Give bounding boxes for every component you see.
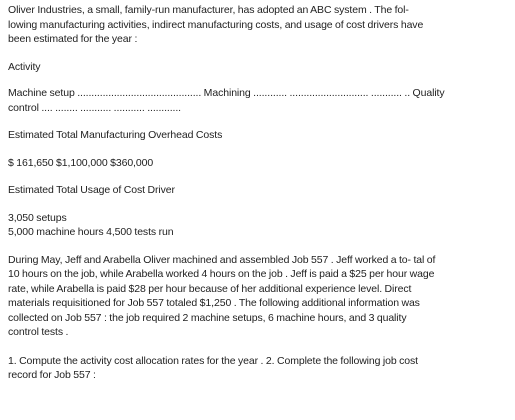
intro-line-1: Oliver Industries, a small, family-run manufacturer, has adopted an ABC system . The fol-	[8, 4, 409, 16]
overhead-values: $ 161,650 $1,100,000 $360,000	[8, 156, 154, 169]
usage-values-line-1: 3,050 setups	[8, 211, 67, 224]
questions	[8, 354, 508, 383]
activity-list	[8, 86, 508, 115]
may-paragraph	[8, 253, 508, 340]
activity-list-line-2: control .... ........ ........... ........... ............	[8, 101, 181, 114]
intro-line-3: been estimated for the year :	[8, 33, 138, 45]
questions-line-1: 1. Compute the activity cost allocation rates for the year . 2. Complete the following job cost	[8, 354, 418, 367]
activity-list-line-1: Machine setup ............................................ Machining ............ ............................ ........... .. Quality	[8, 87, 445, 99]
usage-values	[8, 211, 508, 240]
may-line-1: During May, Jeff and Arabella Oliver machined and assembled Job 557 . Jeff worked a to- tal of	[8, 253, 436, 266]
overhead-heading: Estimated Total Manufacturing Overhead Costs	[8, 129, 223, 141]
may-line-5: collected on Job 557 : the job required 2 machine setups, 6 machine hours, and 3 quality	[8, 311, 407, 324]
usage-heading: Estimated Total Usage of Cost Driver	[8, 184, 175, 196]
intro-line-2: lowing manufacturing activities, indirect manufacturing costs, and usage of cost drivers have	[8, 18, 424, 31]
problem-document	[8, 3, 508, 383]
intro-paragraph	[8, 3, 508, 47]
may-line-3: rate, while Arabella is paid $28 per hour because of her additional experience level. Direct	[8, 282, 412, 295]
may-line-4: materials requisitioned for Job 557 totaled $1,250 . The following additional information was	[8, 297, 420, 309]
may-line-2: 10 hours on the job, while Arabella worked 4 hours on the job . Jeff is paid a $25 per hour wage	[8, 268, 435, 280]
usage-values-line-2: 5,000 machine hours 4,500 tests run	[8, 226, 174, 238]
may-line-6: control tests .	[8, 326, 69, 338]
questions-line-2: record for Job 557 :	[8, 369, 96, 381]
activity-heading: Activity	[8, 60, 41, 73]
